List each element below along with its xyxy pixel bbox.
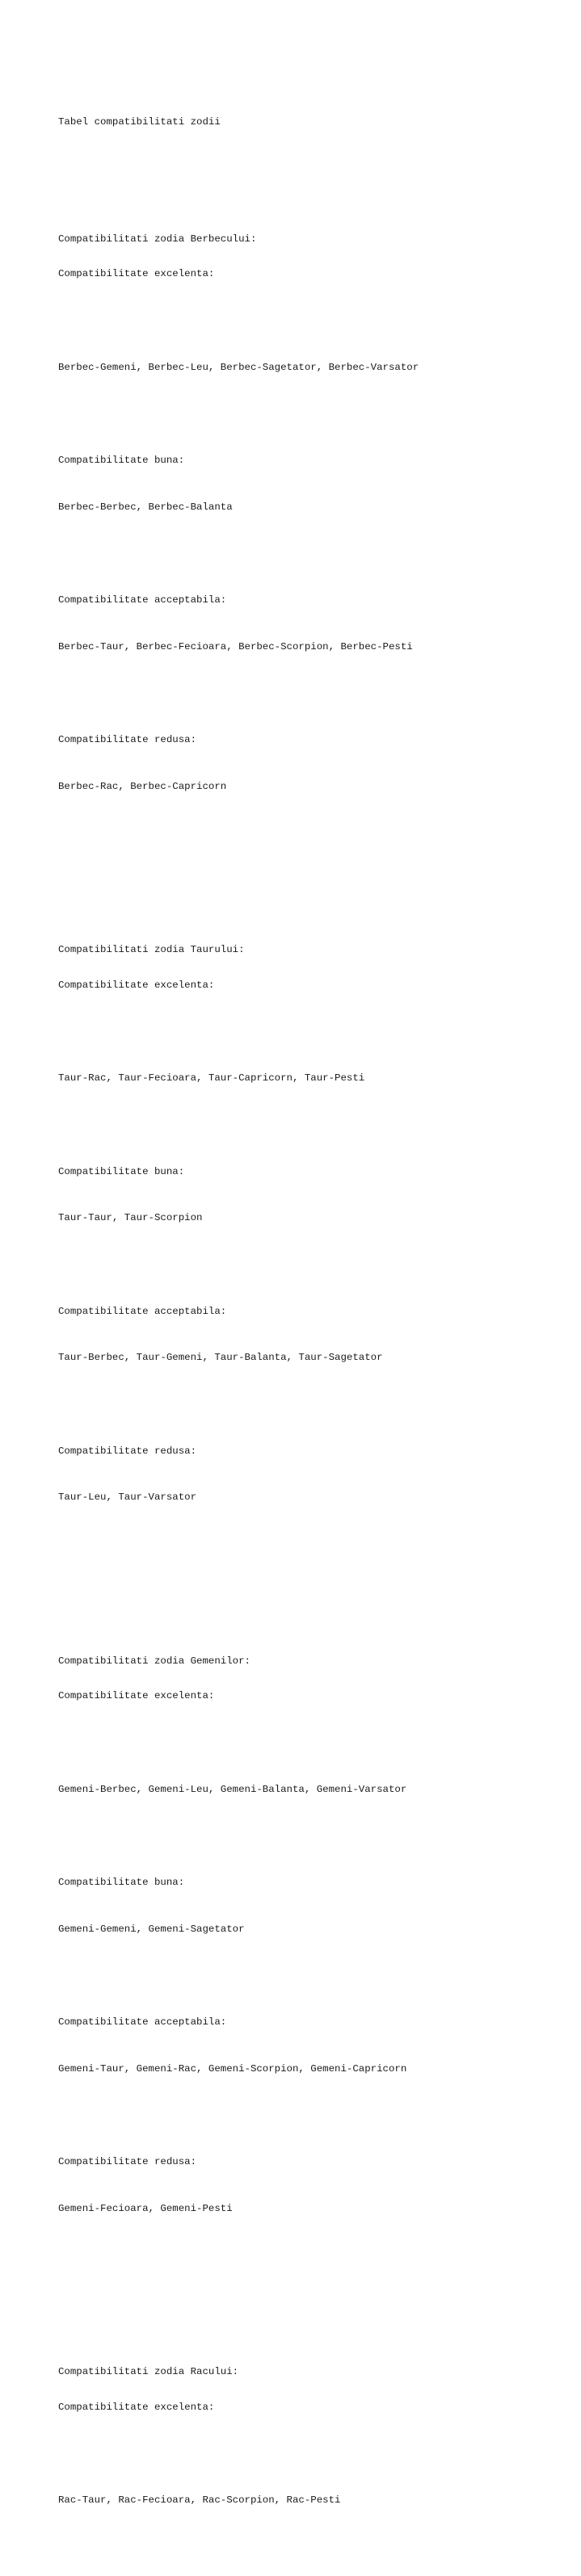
group-excelenta bbox=[58, 338, 559, 409]
section-header bbox=[58, 2343, 559, 2448]
section-heading: Compatibilitati zodia Racului: bbox=[58, 2366, 239, 2377]
group-redusa bbox=[58, 2133, 559, 2249]
group-pairs: Gemeni-Taur, Gemeni-Rac, Gemeni-Scorpion, Gemeni-Capricorn bbox=[58, 2062, 407, 2075]
group-label: Compatibilitate buna: bbox=[58, 455, 185, 466]
group-label: Compatibilitate excelenta: bbox=[58, 2401, 215, 2413]
group-buna bbox=[58, 1853, 559, 1970]
section-header bbox=[58, 1632, 559, 1737]
group-label: Compatibilitate excelenta: bbox=[58, 1690, 215, 1701]
section-berbec bbox=[58, 187, 559, 851]
group-pairs: Taur-Berbec, Taur-Gemeni, Taur-Balanta, Taur-Sagetator bbox=[58, 1352, 383, 1363]
section-header bbox=[58, 921, 559, 1026]
group-pairs: Taur-Rac, Taur-Fecioara, Taur-Capricorn, Taur-Pesti bbox=[58, 1072, 365, 1084]
group-pairs: Berbec-Gemeni, Berbec-Leu, Berbec-Sagetator, Berbec-Varsator bbox=[58, 361, 419, 373]
section-heading: Compatibilitati zodia Berbecului: bbox=[58, 233, 257, 245]
group-label: Compatibilitate redusa: bbox=[58, 734, 197, 745]
group-label: Compatibilitate excelenta: bbox=[58, 979, 215, 991]
group-buna bbox=[58, 1143, 559, 1259]
group-pairs: Berbec-Berbec, Berbec-Balanta bbox=[58, 501, 233, 513]
group-pairs: Taur-Leu, Taur-Varsator bbox=[58, 1491, 197, 1503]
section-rac bbox=[58, 2319, 559, 2565]
group-pairs: Berbec-Taur, Berbec-Fecioara, Berbec-Scorpion, Berbec-Pesti bbox=[58, 640, 413, 652]
group-label: Compatibilitate redusa: bbox=[58, 1445, 197, 1457]
group-excelenta bbox=[58, 1760, 559, 1831]
group-pairs: Rac-Taur, Rac-Fecioara, Rac-Scorpion, Rac-Pesti bbox=[58, 2494, 341, 2506]
section-taur bbox=[58, 897, 559, 1562]
group-acceptabila bbox=[58, 1993, 559, 2109]
group-label: Compatibilitate acceptabila: bbox=[58, 1305, 227, 1317]
group-pairs: Gemeni-Gemeni, Gemeni-Sagetator bbox=[58, 1923, 245, 1935]
section-gemeni bbox=[58, 1609, 559, 2273]
group-pairs: Berbec-Rac, Berbec-Capricorn bbox=[58, 780, 227, 792]
group-excelenta bbox=[58, 2471, 559, 2541]
group-label: Compatibilitate redusa: bbox=[58, 2156, 197, 2167]
group-pairs: Gemeni-Berbec, Gemeni-Leu, Gemeni-Balanta, Gemeni-Varsator bbox=[58, 1783, 407, 1795]
group-label: Compatibilitate acceptabila: bbox=[58, 2016, 227, 2028]
group-acceptabila bbox=[58, 1282, 559, 1399]
group-label: Compatibilitate acceptabila: bbox=[58, 594, 227, 606]
section-header bbox=[58, 210, 559, 315]
group-redusa bbox=[58, 711, 559, 827]
group-acceptabila bbox=[58, 571, 559, 687]
group-label: Compatibilitate buna: bbox=[58, 1165, 185, 1177]
section-heading: Compatibilitati zodia Taurului: bbox=[58, 944, 245, 955]
group-pairs: Gemeni-Fecioara, Gemeni-Pesti bbox=[58, 2202, 233, 2214]
group-buna bbox=[58, 431, 559, 548]
group-redusa bbox=[58, 1422, 559, 1538]
group-label: Compatibilitate buna: bbox=[58, 1877, 185, 1888]
group-excelenta bbox=[58, 1049, 559, 1119]
document-title: Tabel compatibilitati zodii bbox=[58, 116, 221, 128]
section-heading: Compatibilitati zodia Gemenilor: bbox=[58, 1655, 251, 1667]
group-pairs: Taur-Taur, Taur-Scorpion bbox=[58, 1212, 203, 1223]
group-label: Compatibilitate excelenta: bbox=[58, 268, 215, 279]
document-page bbox=[58, 93, 559, 2576]
